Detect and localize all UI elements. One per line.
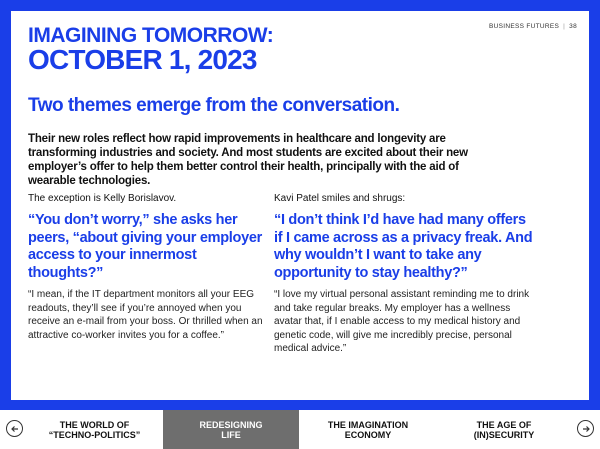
- section-subheading: Two themes emerge from the conversation.: [28, 95, 400, 116]
- page-number: 38: [569, 23, 577, 30]
- running-header: BUSINESS FUTURES | 38: [488, 23, 577, 30]
- section-name: BUSINESS FUTURES: [488, 23, 560, 30]
- page-title-line1: IMAGINING TOMORROW:: [28, 24, 274, 47]
- nav-item-label: THE IMAGINATION: [327, 419, 409, 430]
- arrow-left-icon[interactable]: [6, 420, 23, 437]
- nav-item-techno-politics[interactable]: [28, 410, 161, 449]
- nav-item-label: LIFE: [221, 429, 241, 440]
- left-column: [28, 193, 264, 342]
- nav-item-label: THE AGE OF: [476, 419, 532, 430]
- left-body: “I mean, if the IT department monitors all your EEG readouts, they’ll see if you’re annoyed when you receive an e-mail from your boss. Or thrilled when an attractive co-worker invites you for a coffee.”: [28, 289, 263, 341]
- nav-item-age-of-insecurity[interactable]: [437, 410, 571, 449]
- left-lead: The exception is Kelly Borislavov.: [28, 193, 177, 204]
- intro-paragraph: Their new roles reflect how rapid improvements in healthcare and longevity are transforming industries and society. And most students are excited about their new employer’s offer to help them better control their health, principally with the aid of wearable technologies.: [28, 133, 468, 187]
- arrow-right-icon[interactable]: [577, 420, 594, 437]
- right-pull-quote: “I don’t think I’d have had many offers if I came across as a privacy freak. And why wouldn’t I want to take any opportunity to stay healthy?”: [274, 212, 533, 281]
- nav-item-label: (IN)SECURITY: [473, 429, 535, 440]
- nav-item-label: “TECHNO-POLITICS”: [48, 429, 141, 440]
- page-title-line2: OCTOBER 1, 2023: [28, 44, 257, 75]
- nav-item-label: REDESIGNING: [199, 419, 263, 430]
- nav-item-label: ECONOMY: [344, 429, 392, 440]
- right-column: [274, 193, 534, 356]
- nav-item-redesigning-life[interactable]: [163, 410, 299, 449]
- nav-item-label: THE WORLD OF: [59, 419, 130, 430]
- nav-item-imagination-economy[interactable]: [301, 410, 435, 449]
- right-body: “I love my virtual personal assistant reminding me to drink and take regular breaks. My employer has a wellness avatar that, if I enable access to my medical history and genetic code, will give me incredibly precise, personal medical advice.”: [274, 289, 530, 354]
- left-pull-quote: “You don’t worry,” she asks her peers, “about giving your employer access to your innermost thoughts?”: [28, 212, 262, 281]
- right-lead: Kavi Patel smiles and shrugs:: [274, 193, 406, 204]
- chapter-nav: [0, 410, 600, 449]
- document-page: [11, 11, 589, 400]
